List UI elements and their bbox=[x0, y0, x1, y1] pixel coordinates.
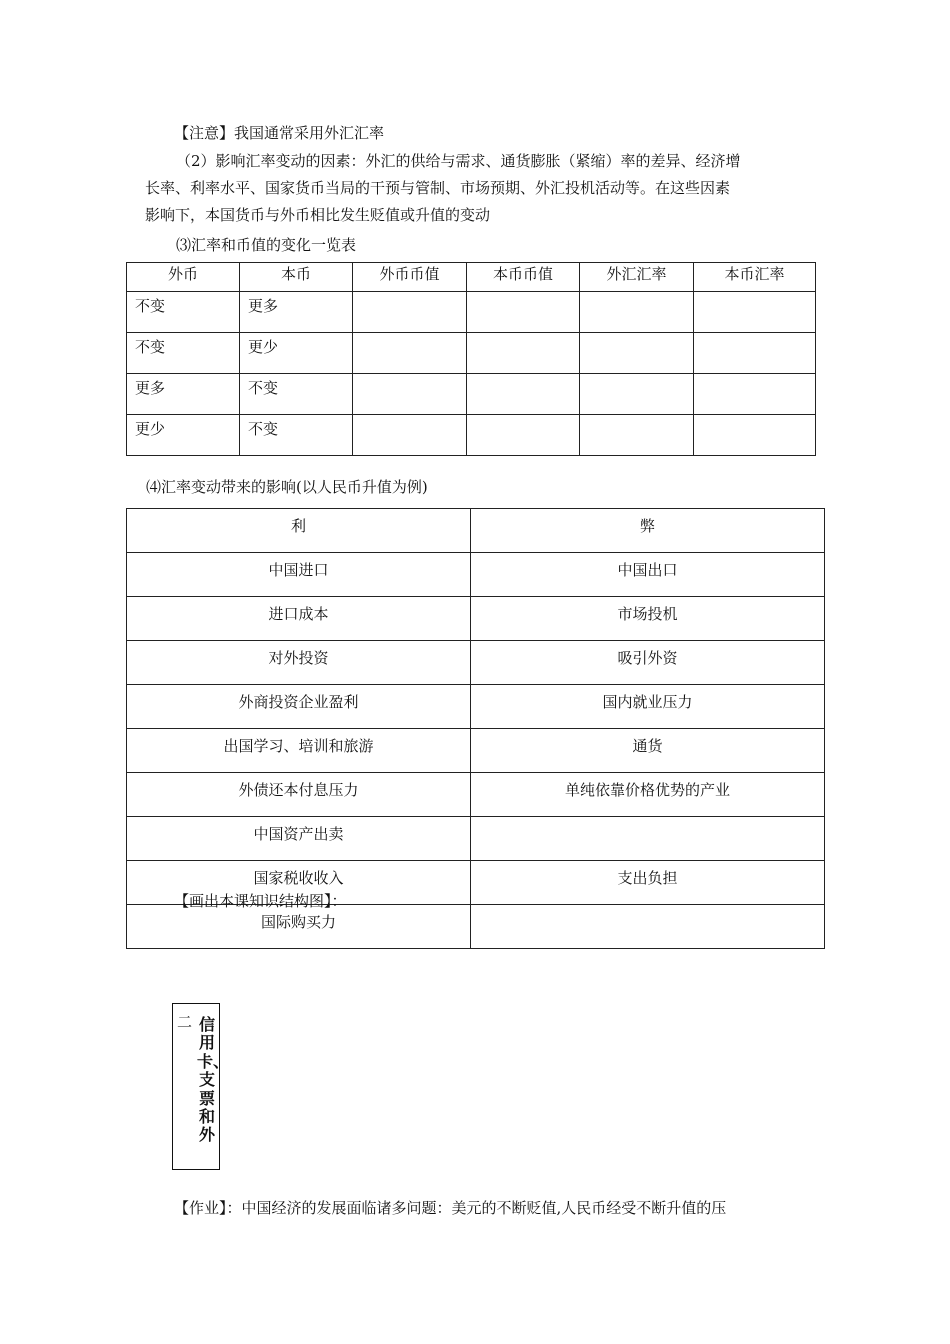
paragraph-line: 长率、利率水平、国家货币当局的干预与管制、市场预期、外汇投机活动等。在这些因素 bbox=[145, 179, 731, 197]
table-cell: 对外投资 bbox=[127, 641, 471, 685]
table-header-cell: 外汇汇率 bbox=[580, 263, 694, 292]
table-cell bbox=[467, 415, 580, 456]
table-header-cell: 本币汇率 bbox=[694, 263, 816, 292]
table-row bbox=[127, 333, 816, 374]
table-row bbox=[127, 773, 825, 817]
table2-caption: ⑷汇率变动带来的影响(以人民币升值为例) bbox=[146, 478, 428, 496]
table-cell bbox=[467, 292, 580, 333]
table-cell: 更少 bbox=[127, 415, 240, 456]
table-row bbox=[127, 553, 825, 597]
table-cell bbox=[467, 374, 580, 415]
table-row bbox=[127, 641, 825, 685]
table-header-cell: 外币 bbox=[127, 263, 240, 292]
table-header-row bbox=[127, 509, 825, 553]
table-row bbox=[127, 374, 816, 415]
table-header-cell: 本币 bbox=[240, 263, 353, 292]
table-cell: 进口成本 bbox=[127, 597, 471, 641]
table-cell: 国际购买力 bbox=[127, 905, 471, 949]
table-row bbox=[127, 685, 825, 729]
table-cell bbox=[353, 374, 467, 415]
table-cell: 市场投机 bbox=[471, 597, 825, 641]
table-cell bbox=[471, 817, 825, 861]
table-cell: 中国进口 bbox=[127, 553, 471, 597]
table-cell: 通货 bbox=[471, 729, 825, 773]
vertical-title: 信用卡、支票和外 bbox=[197, 1015, 230, 1145]
table-cell: 出国学习、培训和旅游 bbox=[127, 729, 471, 773]
table-cell: 支出负担 bbox=[471, 861, 825, 905]
table-cell bbox=[694, 333, 816, 374]
table-row bbox=[127, 817, 825, 861]
table-cell bbox=[471, 905, 825, 949]
table-cell: 更多 bbox=[127, 374, 240, 415]
table-cell bbox=[694, 415, 816, 456]
structure-prompt: 【画出本课知识结构图】： bbox=[174, 892, 347, 910]
table-header-cell: 本币币值 bbox=[467, 263, 580, 292]
table-cell: 外债还本付息压力 bbox=[127, 773, 471, 817]
table-cell: 单纯依靠价格优势的产业 bbox=[471, 773, 825, 817]
exchange-rate-table bbox=[126, 262, 816, 456]
table-header-cell: 弊 bbox=[471, 509, 825, 553]
table-row bbox=[127, 292, 816, 333]
table-cell bbox=[467, 333, 580, 374]
table-cell: 更多 bbox=[240, 292, 353, 333]
table-cell bbox=[580, 374, 694, 415]
table-cell: 吸引外资 bbox=[471, 641, 825, 685]
table-cell: 国内就业压力 bbox=[471, 685, 825, 729]
table-cell: 中国出口 bbox=[471, 553, 825, 597]
table-cell: 更少 bbox=[240, 333, 353, 374]
table-cell bbox=[353, 292, 467, 333]
table-cell bbox=[694, 292, 816, 333]
table-cell bbox=[580, 292, 694, 333]
homework-line: 【作业】：中国经济的发展面临诸多问题：美元的不断贬值,人民币经受不断升值的压 bbox=[174, 1199, 727, 1217]
paragraph-line: 影响下，本国货币与外币相比发生贬值或升值的变动 bbox=[145, 206, 491, 224]
note-line: 【注意】我国通常采用外汇汇率 bbox=[174, 124, 385, 142]
table-cell: 不变 bbox=[127, 333, 240, 374]
table-cell: 外商投资企业盈利 bbox=[127, 685, 471, 729]
table-row bbox=[127, 905, 825, 949]
table-header-cell: 外币币值 bbox=[353, 263, 467, 292]
table-row bbox=[127, 729, 825, 773]
table-row bbox=[127, 597, 825, 641]
table-cell bbox=[580, 333, 694, 374]
table-cell bbox=[353, 333, 467, 374]
table-cell bbox=[580, 415, 694, 456]
paragraph-line: （2）影响汇率变动的因素：外汇的供给与需求、通货膨胀（紧缩）率的差异、经济增 bbox=[176, 152, 741, 170]
table1-caption: ⑶汇率和币值的变化一览表 bbox=[176, 236, 357, 254]
table-cell bbox=[694, 374, 816, 415]
side-mark: 二 bbox=[177, 1013, 193, 1031]
table-cell: 不变 bbox=[127, 292, 240, 333]
impact-table bbox=[126, 508, 825, 949]
table-cell: 不变 bbox=[240, 374, 353, 415]
vertical-text-box bbox=[172, 1003, 230, 1170]
table-header-cell: 利 bbox=[127, 509, 471, 553]
table-header-row bbox=[127, 263, 816, 292]
table-cell bbox=[353, 415, 467, 456]
table-cell: 中国资产出卖 bbox=[127, 817, 471, 861]
table-cell: 不变 bbox=[240, 415, 353, 456]
table-cell: 国家税收收入 bbox=[127, 861, 471, 905]
table-row bbox=[127, 415, 816, 456]
